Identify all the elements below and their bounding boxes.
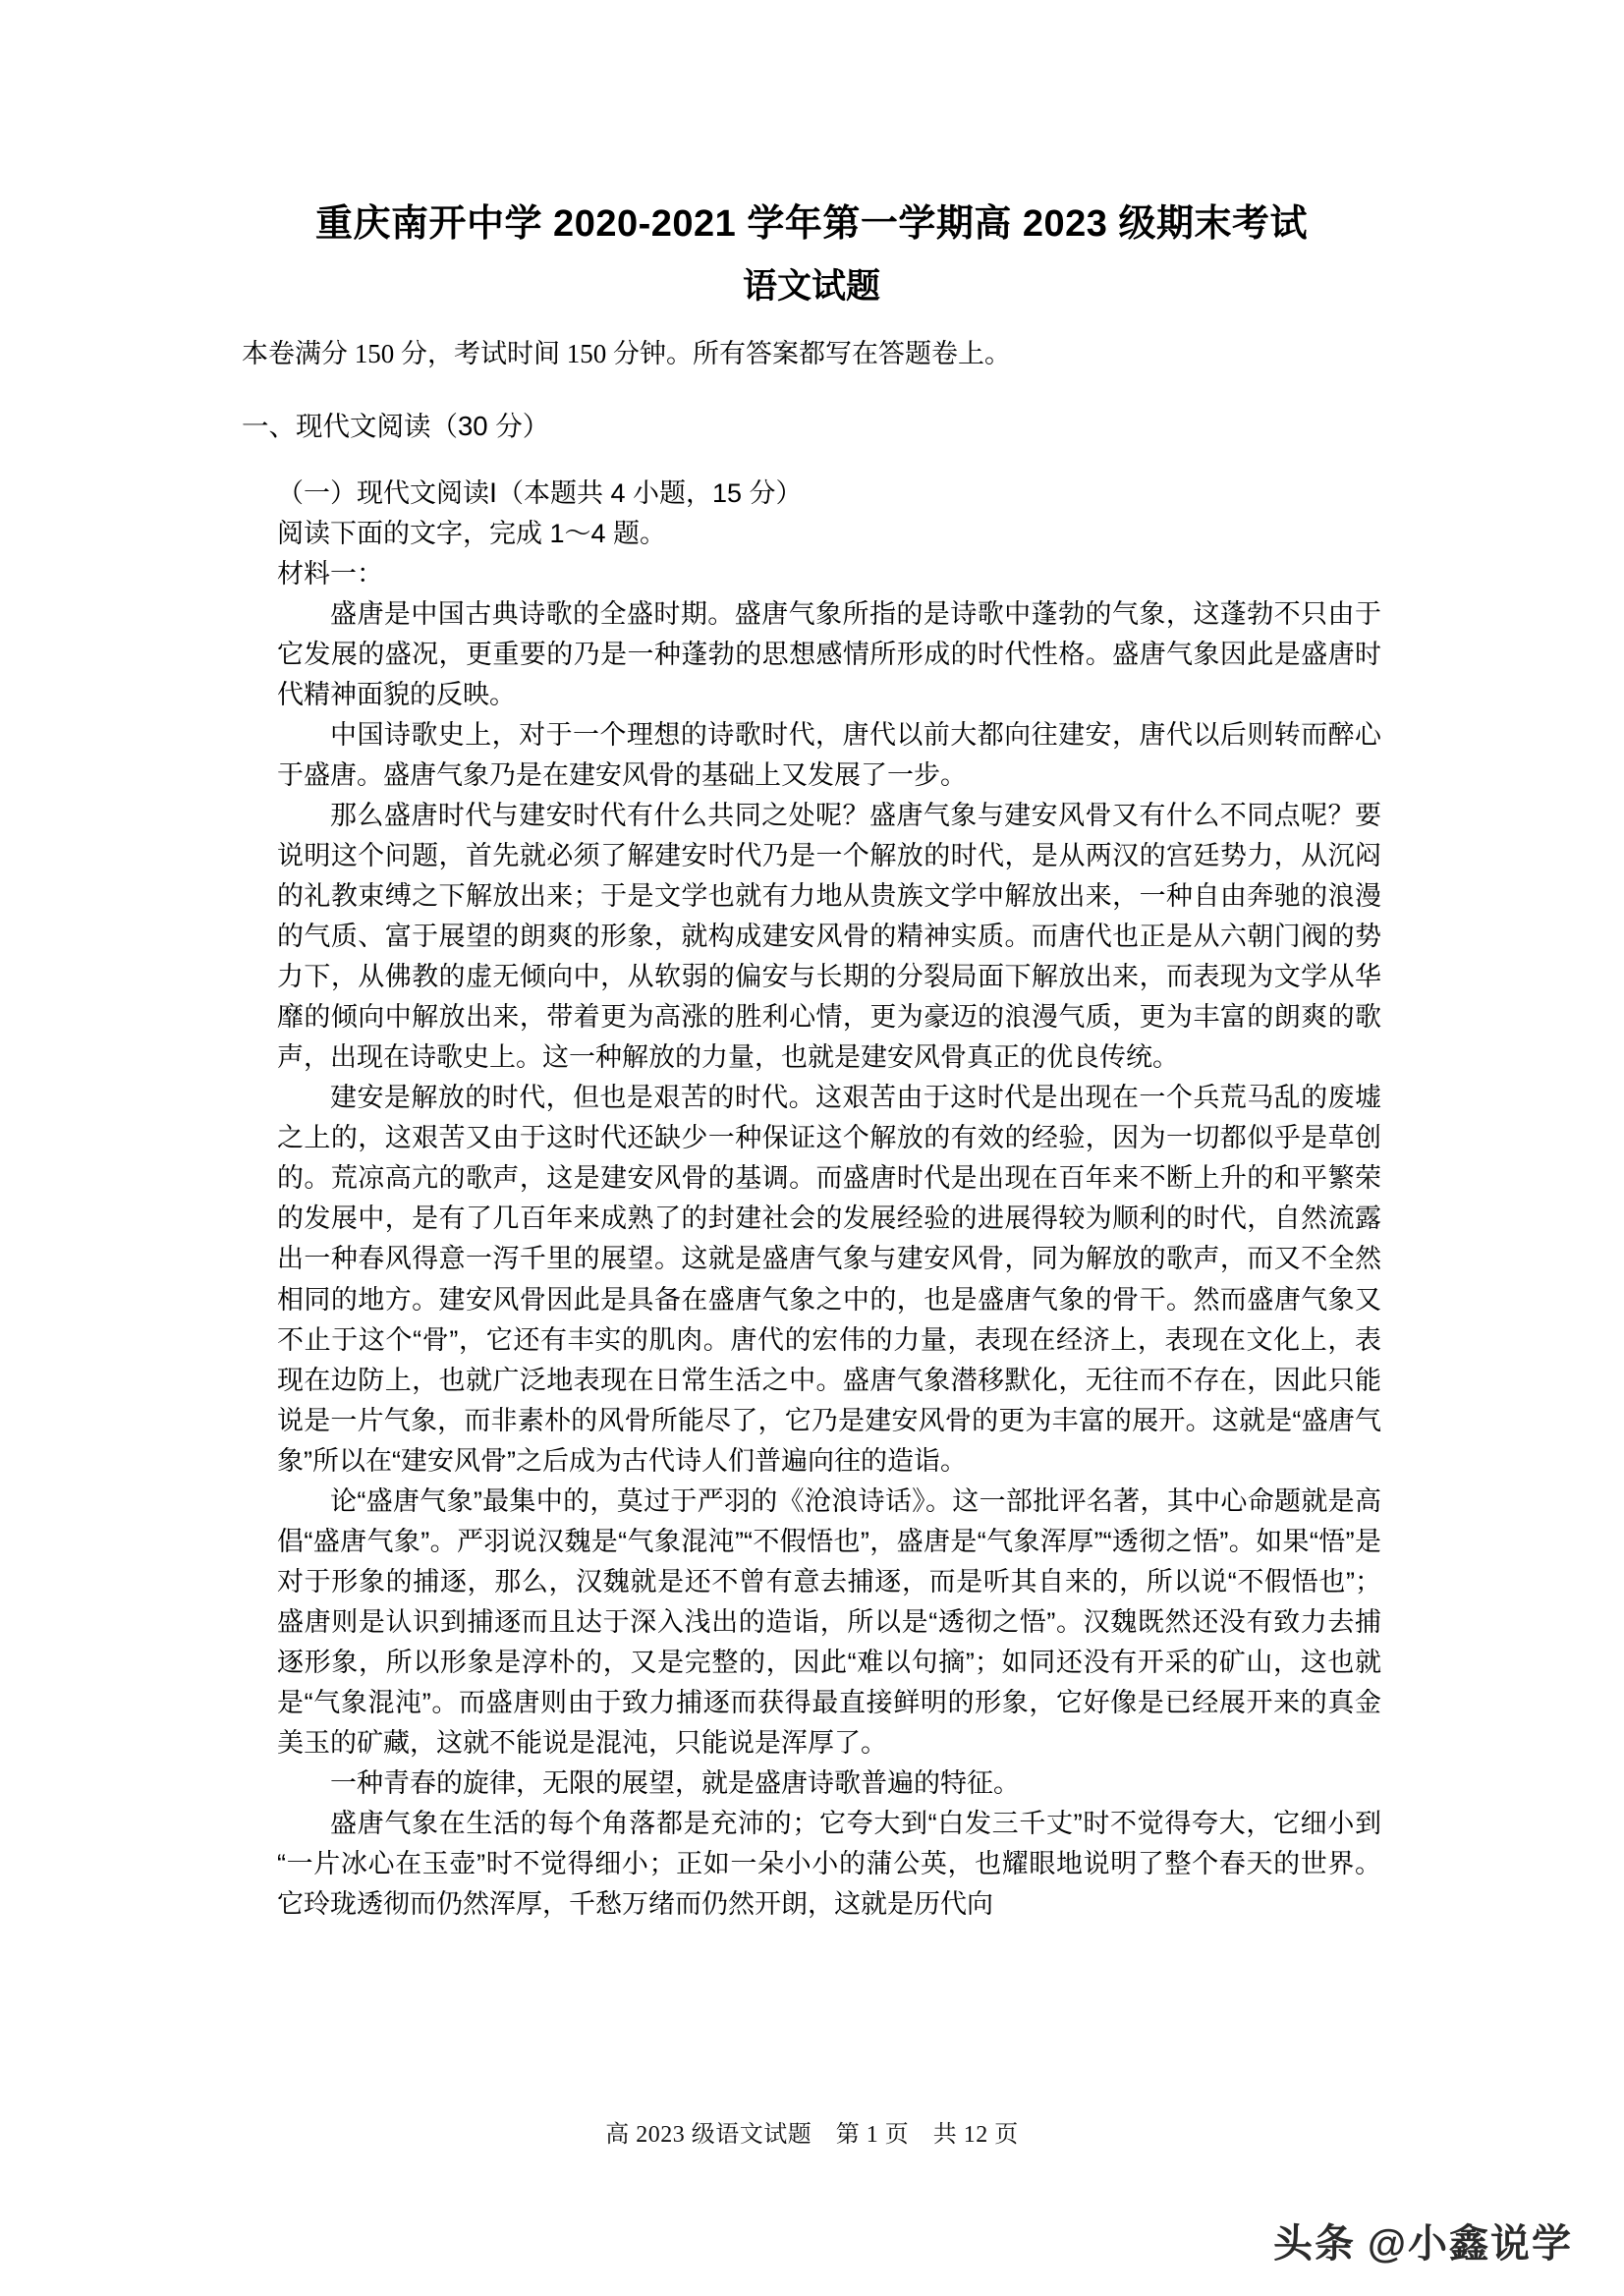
- section-heading-modern-reading: 一、现代文阅读（30 分）: [242, 410, 550, 441]
- material-label: 材料一：: [277, 558, 383, 588]
- sub-heading-reading-one: （一）现代文阅读Ⅰ（本题共 4 小题，15 分）: [277, 477, 803, 508]
- paragraph: 盛唐是中国古典诗歌的全盛时期。盛唐气象所指的是诗歌中蓬勃的气象，这蓬勃不只由于它发展的盛况，更重要的乃是一种蓬勃的思想感情所形成的时代性格。盛唐气象因此是盛唐时代精神面貌的反映。: [277, 598, 1381, 710]
- paragraph: 那么盛唐时代与建安时代有什么共同之处呢？盛唐气象与建安风骨又有什么不同点呢？要说明这个问题，首先就必须了解建安时代乃是一个解放的时代，是从两汉的宫廷势力，从沉闷的礼教束缚之下解放出来；于是文学也就有力地从贵族文学中解放出来，一种自由奔驰的浪漫的气质、富于展望的朗爽的形象，就构成建安风骨的精神实质。而唐代也正是从六朝门阀的势力下，从佛教的虚无倾向中，从软弱的偏安与长期的分裂局面下解放出来，而表现为文学从华靡的倾向中解放出来，带着更为高涨的胜利心情，更为豪迈的浪漫气质，更为丰富的朗爽的歌声，出现在诗歌史上。这一种解放的力量，也就是建安风骨真正的优良传统。: [277, 801, 1381, 1073]
- exam-info-line: 本卷满分 150 分，考试时间 150 分钟。所有答案都写在答题卷上。: [242, 339, 1011, 369]
- subject-title: 语文试题: [742, 266, 880, 306]
- document-content: [242, 195, 1381, 1925]
- page-title: 重庆南开中学 2020-2021 学年第一学期高 2023 级期末考试: [315, 203, 1308, 245]
- paragraph: 建安是解放的时代，但也是艰苦的时代。这艰苦由于这时代是出现在一个兵荒马乱的废墟之上的，这艰苦又由于这时代还缺少一种保证这个解放的有效的经验，因为一切都似乎是草创的。荒凉高亢的歌声，这是建安风骨的基调。而盛唐时代是出现在百年来不断上升的和平繁荣的发展中，是有了几百年来成熟了的封建社会的发展经验的进展得较为顺利的时代，自然流露出一种春风得意一泻千里的展望。这就是盛唐气象与建安风骨，同为解放的歌声，而又不全然相同的地方。建安风骨因此是具备在盛唐气象之中的，也是盛唐气象的骨干。然而盛唐气象又不止于这个“骨”，它还有丰实的肌肉。唐代的宏伟的力量，表现在经济上，表现在文化上，表现在边防上，也就广泛地表现在日常生活之中。盛唐气象潜移默化，无往而不存在，因此只能说是一片气象，而非素朴的风骨所能尽了，它乃是建安风骨的更为丰富的展开。这就是“盛唐气象”所以在“建安风骨”之后成为古代诗人们普遍向往的造诣。: [277, 1083, 1381, 1476]
- watermark-handle: @小鑫说学: [1367, 2222, 1573, 2266]
- sub-section-block: [277, 474, 1381, 1925]
- paragraph: 一种青春的旋律，无限的展望，就是盛唐诗歌普遍的特征。: [330, 1767, 1020, 1798]
- watermark: [1273, 2212, 1573, 2268]
- paragraph: 中国诗歌史上，对于一个理想的诗歌时代，唐代以前大都向往建安，唐代以后则转而醉心于盛唐。盛唐气象乃是在建安风骨的基础上又发展了一步。: [277, 720, 1381, 791]
- paragraph: 盛唐气象在生活的每个角落都是充沛的；它夸大到“白发三千丈”时不觉得夸大，它细小到“一片冰心在玉壶”时不觉得细小；正如一朵小小的蒲公英，也耀眼地说明了整个春天的世界。它玲珑透彻而仍然浑厚，千愁万绪而仍然开朗，这就是历代向: [277, 1808, 1381, 1919]
- paragraph: 论“盛唐气象”最集中的，莫过于严羽的《沧浪诗话》。这一部批评名著，其中心命题就是高倡“盛唐气象”。严羽说汉魏是“气象混沌”“不假悟也”，盛唐是“气象浑厚”“透彻之悟”。如果“悟”是对于形象的捕逐，那么，汉魏就是还不曾有意去捕逐，而是听其自来的，所以说“不假悟也”；盛唐则是认识到捕逐而且达于深入浅出的造诣，所以是“透彻之悟”。汉魏既然还没有致力去捕逐形象，所以形象是淳朴的，又是完整的，因此“难以句摘”；如同还没有开采的矿山，这也就是“气象混沌”。而盛唐则由于致力捕逐而获得最直接鲜明的形象，它好像是已经展开来的真金美玉的矿藏，这就不能说是混沌，只能说是浑厚了。: [277, 1485, 1381, 1758]
- instruction-line: 阅读下面的文字，完成 1～4 题。: [277, 518, 667, 548]
- material-body: [277, 594, 1381, 1925]
- watermark-brand: 头条: [1272, 2222, 1356, 2266]
- page-footer: 高 2023 级语文试题 第 1 页 共 12 页: [605, 2122, 1019, 2148]
